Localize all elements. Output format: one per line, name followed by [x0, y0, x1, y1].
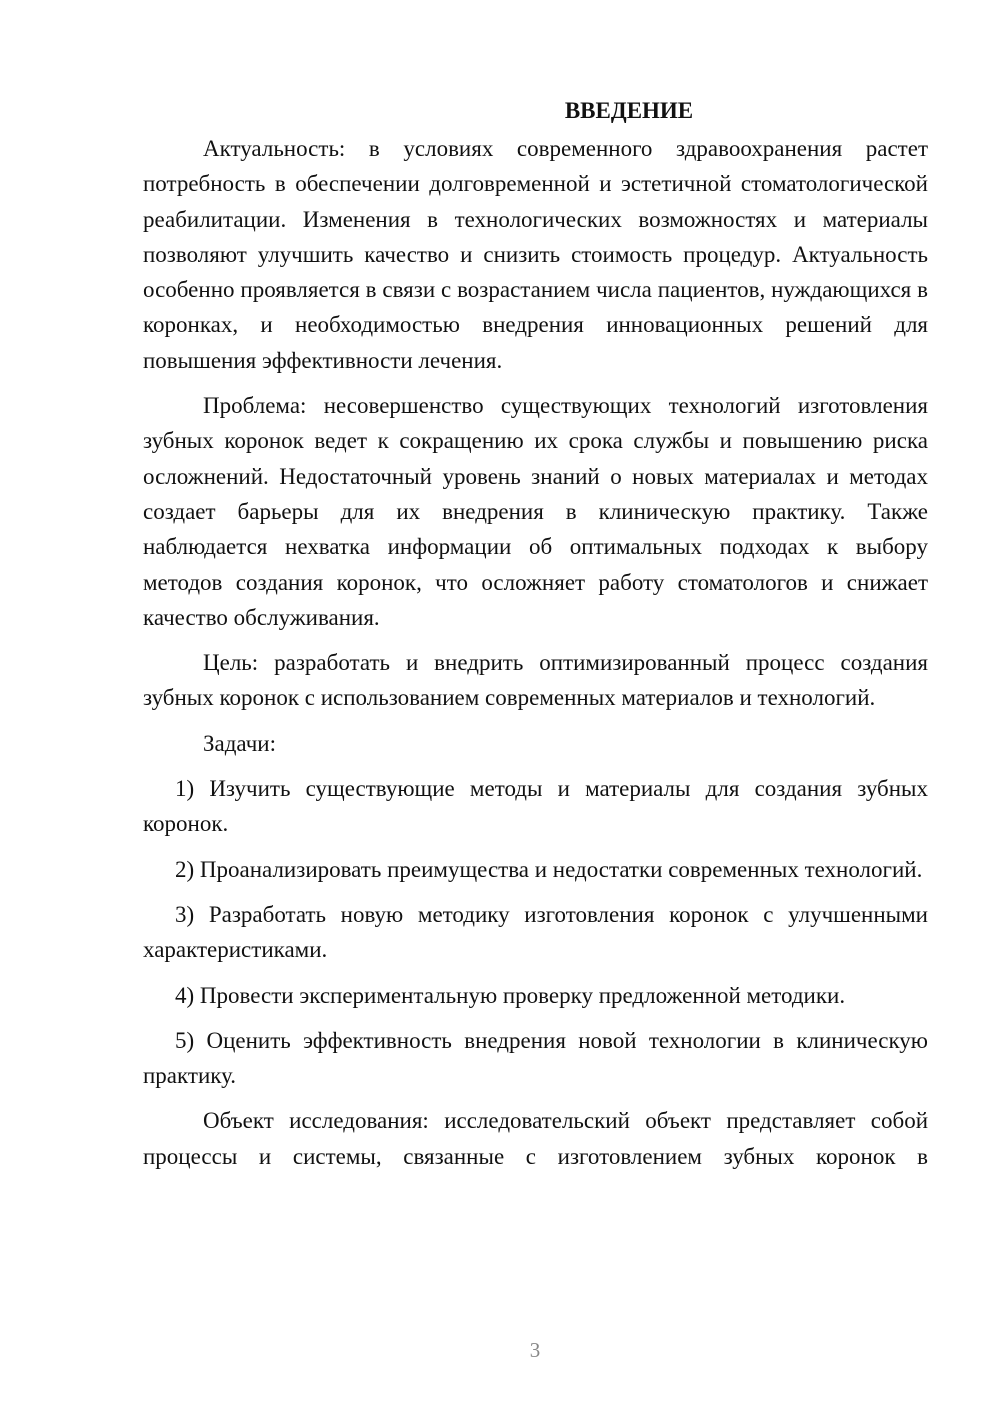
task-item-3: 3) Разработать новую методику изготовления коронок с улучшенными характеристиками.	[143, 901, 928, 963]
relevance-paragraph: Актуальность: в условиях современного здравоохранения растет потребность в обеспечении долговременной и эстетичной стоматологической реабилитации. Изменения в технологических возможностях и материалы позволяют улучшить качество и снизить стоимость процедур. Актуальность особенно проявляется в связи с возрастанием числа пациентов, нуждающихся в коронках, и необходимостью внедрения инновационных решений для повышения эффективности лечения.	[143, 136, 928, 373]
page-content	[143, 93, 928, 1174]
task-item-4: 4) Провести экспериментальную проверку предложенной методики.	[175, 982, 846, 1008]
task-item-2: 2) Проанализировать преимущества и недостатки современных технологий.	[175, 856, 923, 882]
task-item-5: 5) Оценить эффективность внедрения новой технологии в клиническую практику.	[143, 1027, 928, 1089]
problem-paragraph: Проблема: несовершенство существующих технологий изготовления зубных коронок ведет к сокращению их срока службы и повышению риска осложнений. Недостаточный уровень знаний о новых материалах и методах создает барьеры для их внедрения в клиническую практику. Также наблюдается нехватка информации об оптимальных подходах к выбору методов создания коронок, что осложняет работу стоматологов и снижает качество обслуживания.	[143, 393, 928, 630]
object-paragraph: Объект исследования: исследовательский объект представляет собой процессы и системы, связанные с изготовлением зубных коронок в	[143, 1108, 928, 1169]
task-item-1: 1) Изучить существующие методы и материалы для создания зубных коронок.	[143, 776, 928, 837]
section-heading: ВВЕДЕНИЕ	[564, 98, 694, 123]
page-number: 3	[529, 1338, 541, 1362]
goal-paragraph: Цель: разработать и внедрить оптимизированный процесс создания зубных коронок с использованием современных материалов и технологий.	[143, 650, 928, 711]
tasks-label: Задачи:	[203, 730, 276, 756]
